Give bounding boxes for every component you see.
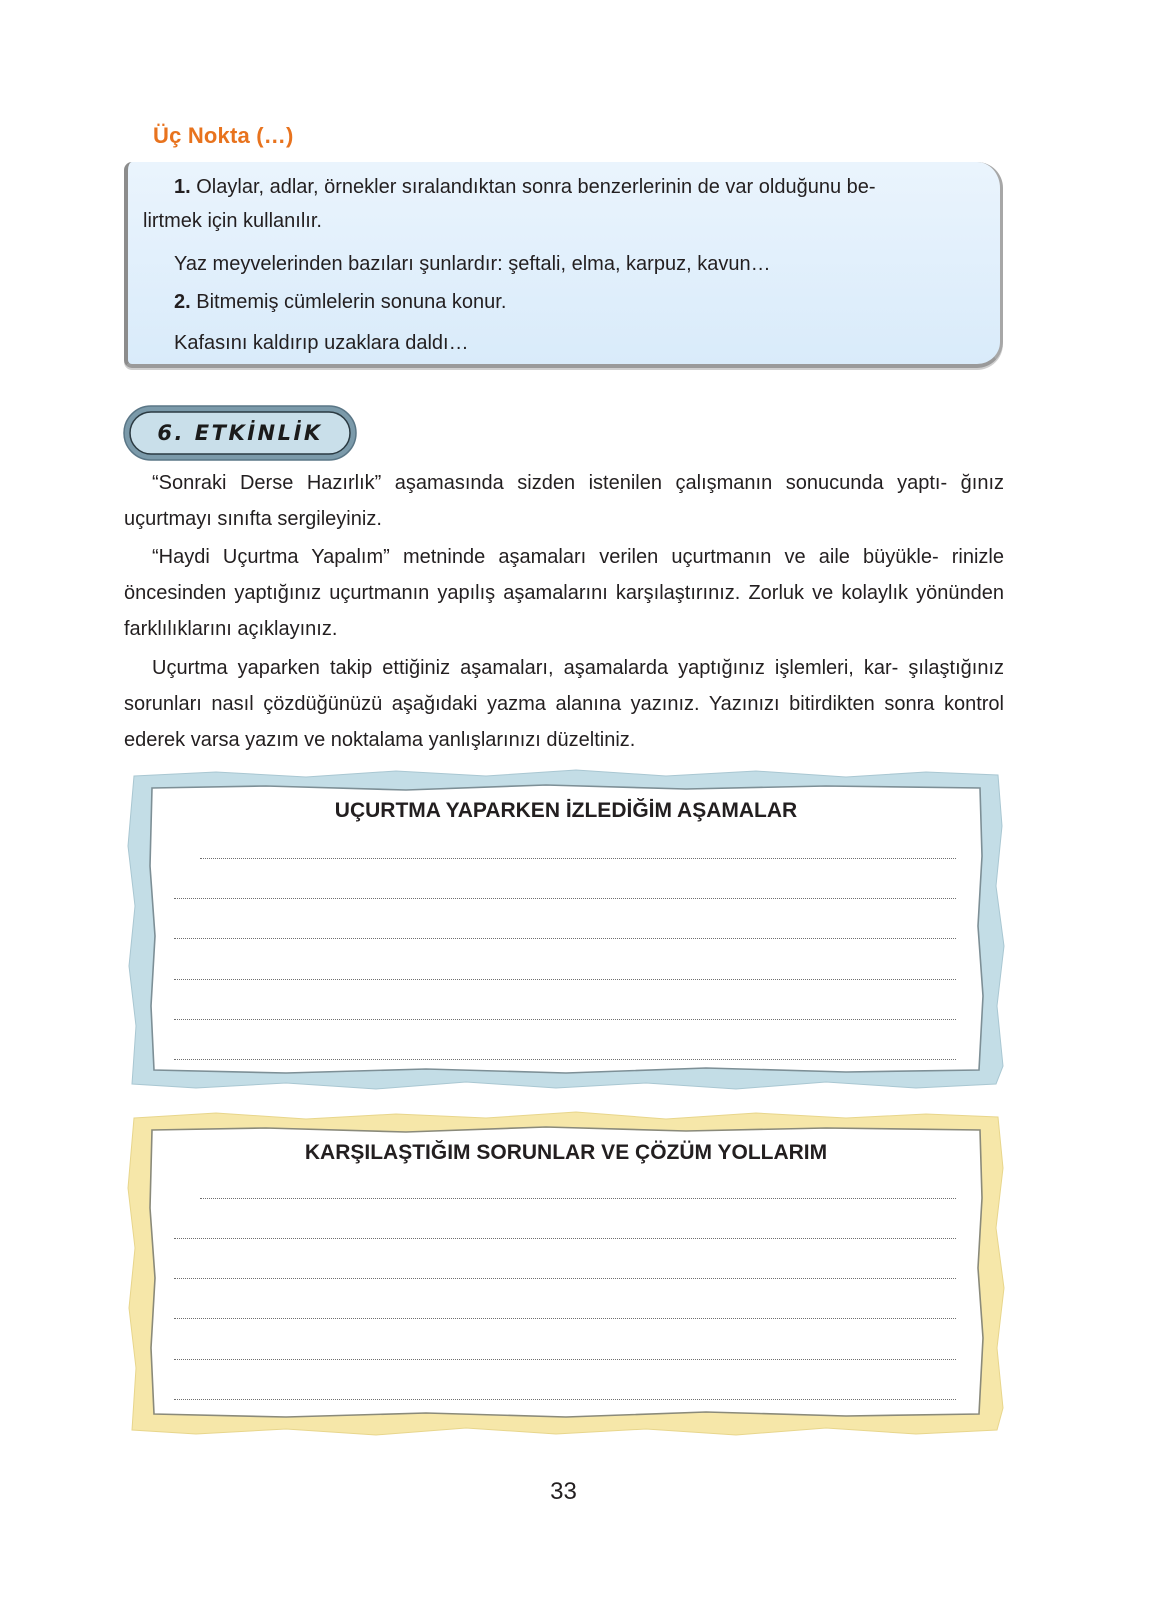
writing-line[interactable]: [200, 858, 956, 859]
writing-line[interactable]: [200, 1198, 956, 1199]
rule-1-number: 1.: [174, 176, 191, 198]
writing-line[interactable]: [174, 1278, 956, 1279]
activity-paragraph-2: “Haydi Uçurtma Yapalım” metninde aşamaları verilen uçurtmanın ve aile büyükle- rinizle öncesinden yaptığınız uçurtmanın yapılış aşamalarını karşılaştırınız. Zorluk ve kolaylık yönünden farklılıklarını açıklayınız.: [124, 546, 1004, 640]
activity-paragraph-3: Uçurtma yaparken takip ettiğiniz aşamaları, aşamalarda yaptığınız işlemleri, kar- şılaştığınız sorunları nasıl çözdüğünüzü aşağıdaki yazma alanına yazınız. Yazınızı bitirdikten sonra kontrol ederek varsa yazım ve noktalama yanlışlarınızı düzeltiniz.: [124, 657, 1004, 751]
activity-badge: [122, 404, 358, 462]
rule-info-box: [124, 162, 1003, 368]
writing-line[interactable]: [174, 1318, 956, 1319]
example-2: Kafasını kaldırıp uzaklara daldı…: [174, 332, 469, 354]
problems-writing-frame: [126, 1108, 1006, 1438]
rule-2: [174, 289, 506, 315]
activity-paragraph-1: “Sonraki Derse Hazırlık” aşamasında sizden istenilen çalışmanın sonucunda yaptı- ğınız uçurtmayı sınıfta sergileyiniz.: [124, 472, 1004, 530]
writing-line[interactable]: [174, 898, 956, 899]
writing-line[interactable]: [174, 1059, 956, 1060]
writing-line[interactable]: [174, 979, 956, 980]
rule-2-number: 2.: [174, 291, 191, 313]
example-1: Yaz meyvelerinden bazıları şunlardır: şeftali, elma, karpuz, kavun…: [174, 253, 771, 275]
stages-writing-frame: [126, 766, 1006, 1092]
section-heading: Üç Nokta (…): [153, 123, 294, 148]
writing-line[interactable]: [174, 938, 956, 939]
writing-line[interactable]: [174, 1019, 956, 1020]
activity-title: 6. ETKİNLİK: [157, 421, 323, 445]
rule-1-text: Olaylar, adlar, örnekler sıralandıktan sonra benzerlerinin de var olduğunu be-: [196, 176, 876, 198]
rule-1: [174, 174, 876, 200]
stages-frame-title: UÇURTMA YAPARKEN İZLEDİĞİM AŞAMALAR: [334, 799, 798, 822]
problems-frame-title: KARŞILAŞTIĞIM SORUNLAR VE ÇÖZÜM YOLLARIM: [304, 1141, 828, 1164]
rule-1-continuation: lirtmek için kullanılır.: [143, 210, 322, 232]
page-number: 33: [550, 1478, 577, 1505]
writing-line[interactable]: [174, 1359, 956, 1360]
writing-line[interactable]: [174, 1399, 956, 1400]
rule-2-text: Bitmemiş cümlelerin sonuna konur.: [196, 291, 507, 313]
writing-line[interactable]: [174, 1238, 956, 1239]
